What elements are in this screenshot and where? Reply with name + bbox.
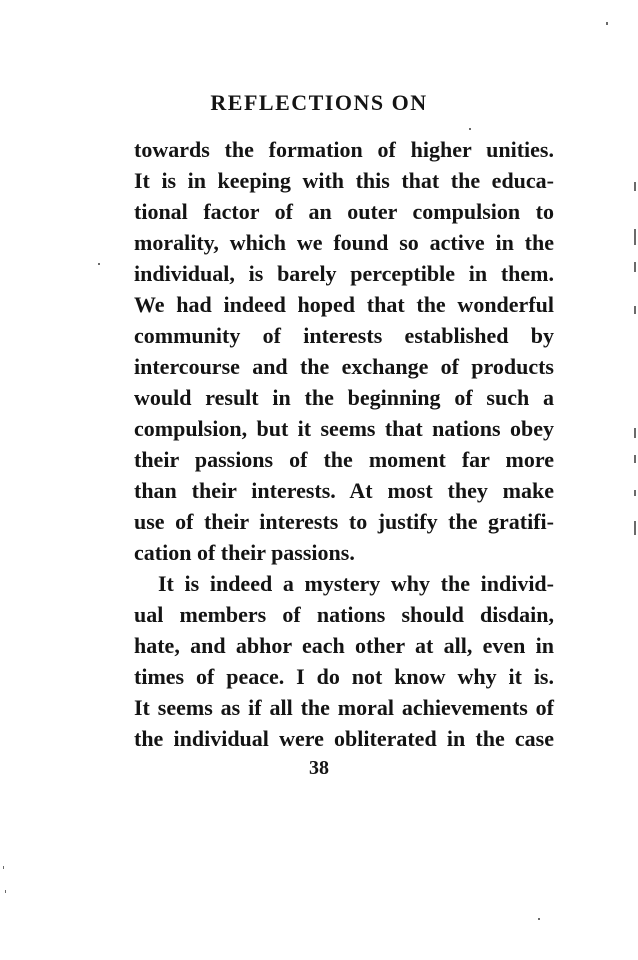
scan-speck — [634, 490, 636, 496]
scan-speck — [634, 428, 636, 438]
scan-speck — [634, 229, 636, 245]
text-line: their passions of the moment far more — [134, 447, 554, 472]
text-line: cation of their passions. — [134, 540, 355, 565]
text-line: compulsion, but it seems that nations obey — [134, 416, 554, 441]
scan-speck — [634, 182, 636, 191]
scan-speck — [98, 263, 100, 265]
text-line: morality, which we found so active in the — [134, 230, 554, 255]
text-line: times of peace. I do not know why it is. — [134, 664, 554, 689]
text-line: individual, is barely perceptible in them. — [134, 261, 554, 286]
text-line: ual members of nations should disdain, — [134, 602, 554, 627]
text-line: hate, and abhor each other at all, even in — [134, 633, 554, 658]
body-text — [134, 134, 554, 754]
text-line: the individual were obliterated in the case — [134, 726, 554, 751]
scan-speck — [469, 128, 471, 130]
text-line: It is in keeping with this that the educa- — [134, 168, 554, 193]
scan-speck — [3, 866, 4, 869]
text-line: would result in the beginning of such a — [134, 385, 554, 410]
text-line: towards the formation of higher unities. — [134, 137, 554, 162]
text-line: intercourse and the exchange of products — [134, 354, 554, 379]
scan-speck — [538, 918, 540, 920]
scan-speck — [634, 306, 636, 314]
page-number: 38 — [309, 757, 329, 779]
text-line: We had indeed hoped that the wonderful — [134, 292, 554, 317]
text-line: It is indeed a mystery why the individ- — [158, 571, 554, 596]
text-line: It seems as if all the moral achievements of — [134, 695, 554, 720]
text-line: than their interests. At most they make — [134, 478, 554, 503]
scan-speck — [606, 22, 608, 25]
scan-speck — [634, 521, 636, 535]
scan-speck — [634, 455, 636, 463]
scan-speck — [634, 262, 636, 272]
text-line: community of interests established by — [134, 323, 554, 348]
text-line: tional factor of an outer compulsion to — [134, 199, 554, 224]
text-line: use of their interests to justify the gratifi- — [134, 509, 554, 534]
scan-speck — [5, 890, 6, 893]
running-head: REFLECTIONS ON — [210, 90, 428, 115]
